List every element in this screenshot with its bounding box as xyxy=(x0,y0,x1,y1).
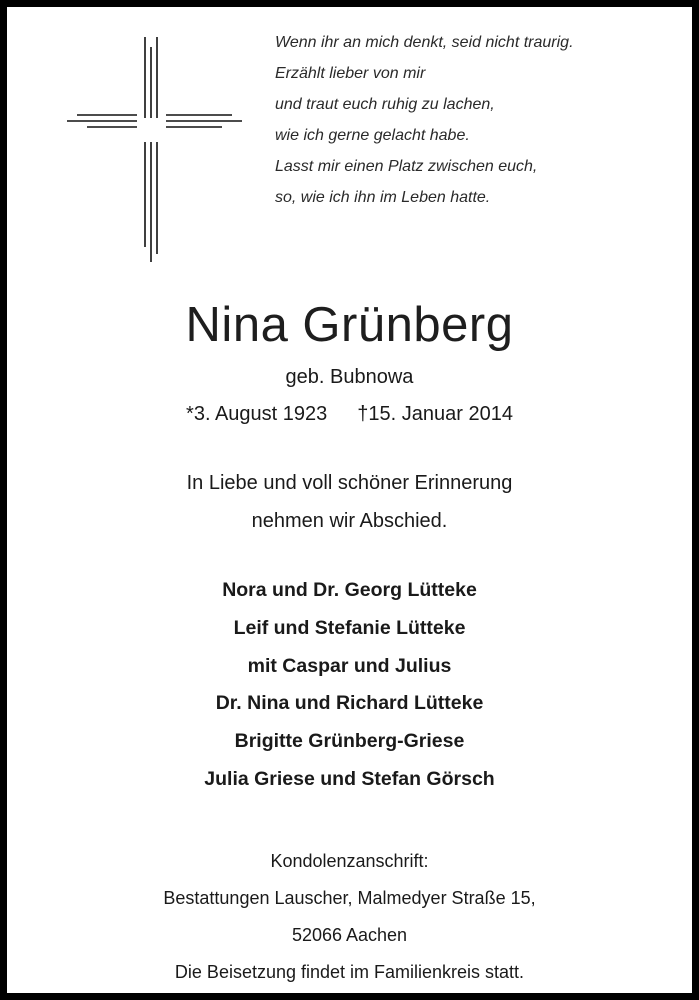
life-dates xyxy=(7,401,692,427)
maiden-name: geb. Bubnowa xyxy=(285,366,414,388)
mourner: mit Caspar und Julius xyxy=(247,654,452,677)
mourners-list xyxy=(7,572,692,799)
burial-note: Die Beisetzung findet im Familienkreis statt. xyxy=(174,962,525,982)
condolence-label: Kondolenzanschrift: xyxy=(270,851,429,871)
poem-line: Erzählt lieber von mir xyxy=(275,65,426,82)
death-date: †15. Januar 2014 xyxy=(357,403,513,425)
mourner: Julia Griese und Stefan Görsch xyxy=(204,767,495,790)
mourner: Nora und Dr. Georg Lütteke xyxy=(222,579,477,601)
obituary-card xyxy=(7,7,692,993)
mourner: Leif und Stefanie Lütteke xyxy=(233,616,466,639)
address-line: 52066 Aachen xyxy=(291,925,408,945)
poem-line: wie ich gerne gelacht habe. xyxy=(275,127,470,144)
birth-date: *3. August 1923 xyxy=(186,403,328,425)
cross-icon xyxy=(62,32,242,262)
farewell-line: nehmen wir Abschied. xyxy=(251,510,448,532)
deceased-name: Nina Grünberg xyxy=(185,298,514,352)
mourner: Dr. Nina und Richard Lütteke xyxy=(215,692,484,715)
address-line: Bestattungen Lauscher, Malmedyer Straße 15, xyxy=(163,888,536,908)
farewell-line: In Liebe und voll schöner Erinnerung xyxy=(186,472,513,494)
poem-line: und traut euch ruhig zu lachen, xyxy=(275,96,495,113)
farewell-text xyxy=(7,464,692,540)
poem xyxy=(275,27,675,213)
condolence-address xyxy=(7,843,692,954)
mourner: Brigitte Grünberg-Griese xyxy=(234,730,465,753)
poem-line: Lasst mir einen Platz zwischen euch, xyxy=(275,158,538,175)
poem-line: Wenn ihr an mich denkt, seid nicht traurig. xyxy=(275,34,574,51)
poem-line: so, wie ich ihn im Leben hatte. xyxy=(275,189,491,206)
